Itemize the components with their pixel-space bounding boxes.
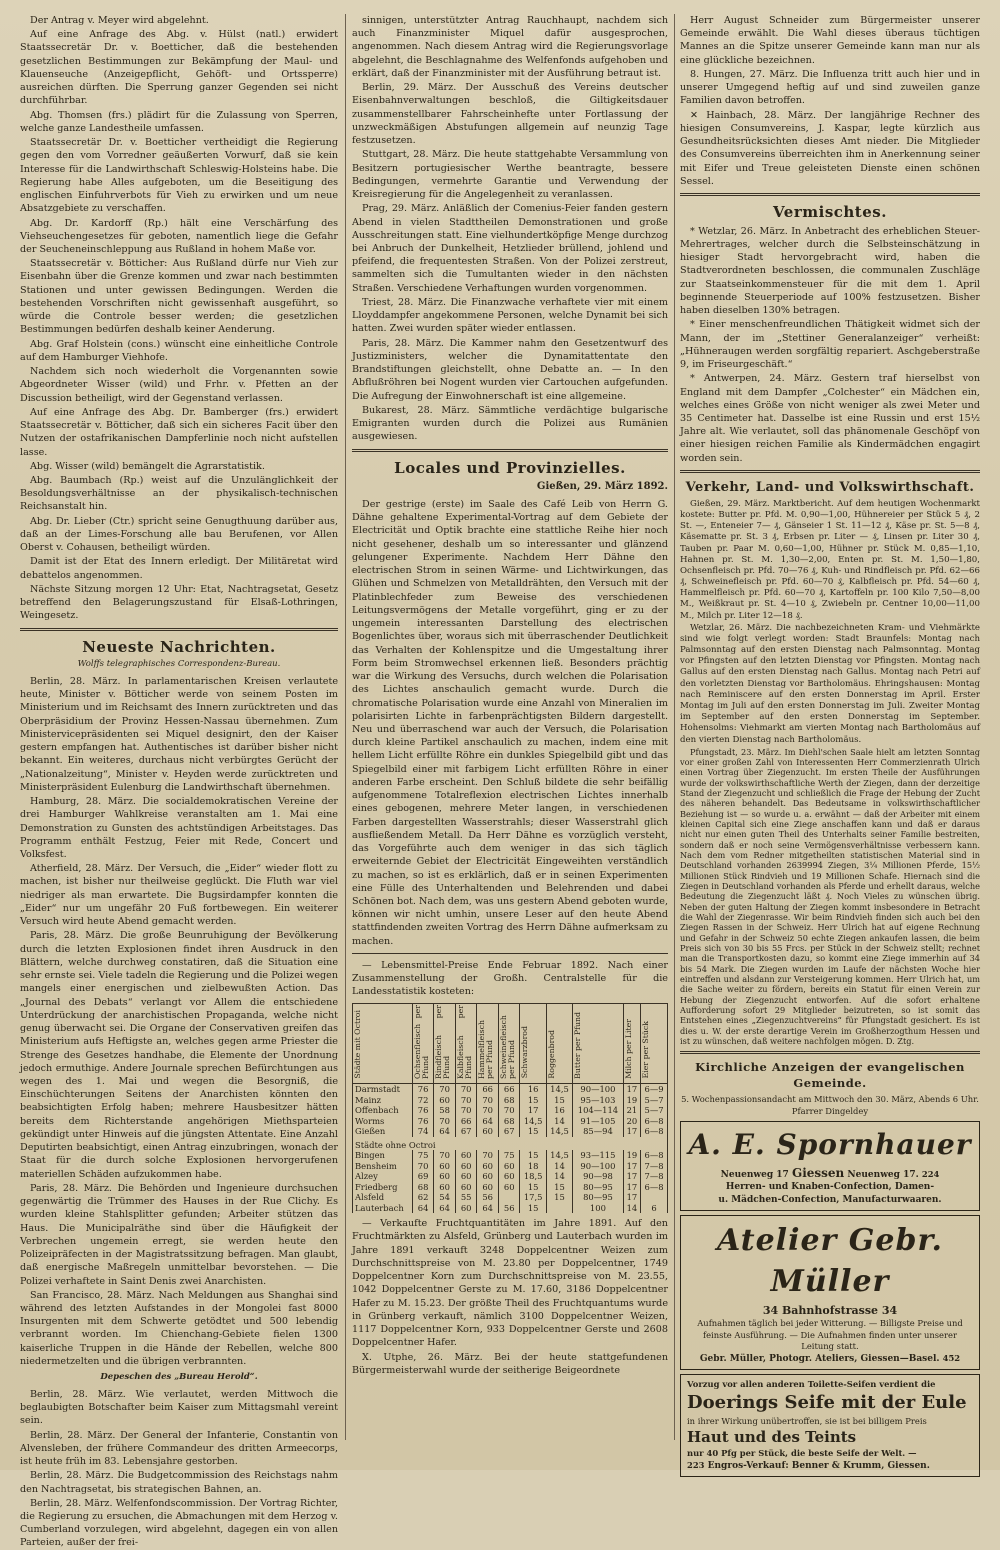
price-cell: 75: [498, 1150, 520, 1161]
price-cell: 64: [477, 1203, 499, 1214]
price-cell: 76: [412, 1084, 434, 1095]
news-item: San Francisco, 28. März. Nach Meldungen aus Shanghai sind während des letzten Aufstandes in der Mongolei fast 8000 Insurgenten mit dem Schwerte getödtet und 500 lebendig verbrannt worden. Im Chienchang-Gebiete fielen 1300 kaiserliche Truppen in die Hände der Rebellen, welche 800 niedermetzelten und die übrigen verbrannten.: [20, 1289, 338, 1367]
price-cell: 15: [520, 1095, 546, 1106]
church-notice: 5. Wochenpassionsandacht am Mittwoch den 30. März, Abends 6 Uhr. Pfarrer Dingeldey: [681, 1093, 979, 1116]
header-cell: Schweinefleisch per Pfund: [498, 1003, 520, 1084]
header-cell: Milch per Liter: [623, 1003, 640, 1084]
header-cell: Rindfleisch per Pfund: [434, 1003, 456, 1084]
price-cell: 17: [623, 1182, 640, 1193]
price-cell: 70: [455, 1095, 477, 1106]
price-cell: 60: [455, 1182, 477, 1193]
price-cell: 90—100: [573, 1084, 624, 1095]
city-cell: Friedberg: [353, 1182, 413, 1193]
price-cell: 15: [520, 1126, 546, 1137]
paragraph: Auf eine Anfrage des Abg. v. Hülst (natl.) erwidert Staatssecretär Dr. v. Boetticher, daß die bestehenden gesetzlichen Bestimmungen zur Bekämpfung der Maul- und Klauenseuche (Anzeigepflicht, Gehöft- und Ortssperre) ausreichen dürften. Die Sperrung ganzer Gegenden sei nicht durchführbar.: [20, 29, 338, 107]
ad-soap-brand: Doerings Seife mit der Eule: [687, 1391, 967, 1413]
news-item: Berlin, 28. März. Welfenfondscommission. Der Vortrag Richter, die Regierung zu ersuchen, die Abmachungen mit dem Herzog v. Cumberland vorzulegen, wird abgelehnt, dagegen ein von allen Parteien, außer der frei-: [20, 1497, 338, 1549]
ad-soap-line: nur 40 Pfg per Stück, die beste Seife der Welt. —: [687, 1447, 917, 1458]
price-cell: 60: [498, 1182, 520, 1193]
section-title-misc: Vermischtes.: [773, 203, 887, 222]
section-divider: [352, 953, 668, 954]
price-cell: 60: [434, 1171, 456, 1182]
table-row: [353, 1126, 668, 1137]
ad-mueller-name: Atelier Gebr. Müller: [716, 1223, 943, 1300]
paragraph: Staatssecretär v. Bötticher: Aus Rußland dürfe nur Vieh zur Eisenbahn über die Grenze kommen und zwar nach bestimmten Stationen und unter gewissen Bedingungen. Werden die bestehenden Vorschriften nicht gewissenhaft ausgeführt, so würde die Controle besser werden; die gesetzlichen Bestimmungen bedürfen deshalb keiner Aenderung.: [20, 258, 338, 336]
ad-soap-slogan: Haut und des Teints: [687, 1428, 857, 1447]
dateline: Gießen, 29. März 1892.: [536, 481, 668, 493]
city-cell: Alzey: [353, 1171, 413, 1182]
price-cell: 6: [641, 1203, 668, 1214]
news-item: Berlin, 28. März. Die Budgetcommission des Reichstags nahm den Nachtragsetat, bis strategischen Bahnen, an.: [20, 1470, 338, 1495]
price-cell: 75: [412, 1150, 434, 1161]
price-cell: 56: [498, 1203, 520, 1214]
price-cell: 60: [455, 1171, 477, 1182]
price-cell: 72: [412, 1095, 434, 1106]
city-cell: Bensheim: [353, 1161, 413, 1172]
paragraph: Auf eine Anfrage des Abg. Dr. Bamberger (frs.) erwidert Staatssecretär v. Bötticher, daß sich ein sicheres Facit über den Nutzen der ostafrikanischen Dampferlinie noch nicht aufstellen lasse.: [20, 406, 338, 458]
ad-soap-line: in ihrer Wirkung unübertroffen, sie ist bei billigem Preis: [687, 1415, 927, 1426]
price-cell: 68: [498, 1095, 520, 1106]
ad-mueller-line: Leitung statt.: [801, 1341, 859, 1352]
ad-doerings-soap: [680, 1374, 980, 1477]
news-item: Triest, 28. März. Die Finanzwache verhaftete vier mit einem Lloyddampfer angekommene Personen, welche Dynamit bei sich hatten. Zwei wurden später wieder entlassen.: [352, 296, 668, 335]
price-cell: 60: [455, 1161, 477, 1172]
news-item: 8. Hungen, 27. März. Die Influenza tritt auch hier und in unserer Umgegend heftig auf und sind zuweilen ganze Familien davon betroffen.: [680, 68, 980, 107]
ad-mueller-line: feinste Ausführung. — Die Aufnahmen finden unter unserer: [703, 1329, 957, 1340]
price-cell: 6—9: [641, 1084, 668, 1095]
paragraph: Abg. Wisser (wild) bemängelt die Agrarstatistik.: [30, 460, 265, 472]
price-table: [352, 1003, 668, 1214]
table-row: [353, 1171, 668, 1182]
news-item: Stuttgart, 28. März. Die heute stattgehabte Versammlung von Besitzern portugiesischer Werthe beantragte, bessere Bedingungen, vermehrte Garantie und Verwendung der Kreisregierung für die Angelegenheit zu veranlassen.: [352, 149, 668, 201]
ad-soap-footer: 223 Engros-Verkauf: Benner & Krumm, Giessen.: [687, 1459, 930, 1471]
price-cell: 76: [412, 1105, 434, 1116]
table-row: [353, 1095, 668, 1106]
table-row: [353, 1203, 668, 1214]
price-cell: 19: [623, 1150, 640, 1161]
price-cell: 60: [477, 1171, 499, 1182]
table-row: [353, 1084, 668, 1095]
price-cell: 60: [434, 1095, 456, 1106]
price-cell: 6—8: [641, 1150, 668, 1161]
column-left: [20, 14, 338, 1549]
price-cell: 67: [498, 1126, 520, 1137]
price-cell: 6—8: [641, 1126, 668, 1137]
price-cell: 15: [520, 1182, 546, 1193]
header-cell: Eier per Stück: [641, 1003, 668, 1084]
paragraph: Nächste Sitzung morgen 12 Uhr: Etat, Nachtragsetat, Gesetz betreffend den Belagerungszustand für Elsaß-Lothringen, Weingesetz.: [20, 583, 338, 622]
ad-spornhauer-line: u. Mädchen-Confection, Manufacturwaaren.: [718, 1194, 942, 1205]
price-cell: 56: [477, 1192, 499, 1203]
price-cell: 70: [434, 1116, 456, 1127]
price-cell: 15: [546, 1095, 572, 1106]
news-item: Wetzlar, 26. März. Die nachbezeichneten Kram- und Viehmärkte sind wie folgt verlegt worden: Stadt Braunfels: Montag nach Palmsonntag auf den ersten Dienstag nach Palmsonntag. Montag vor Pfingsten auf den letzten Dienstag vor Pfingsten. Montag nach Gallus auf den ersten Dienstag nach Gallus. Montag nach Petri auf den vorletzten Dienstag vor Bartholomäus. Ehringshausen: Montag nach Reminiscere auf den ersten Donnerstag im April. Erster Montag im Juli auf den ersten Donnerstag im Juli. Zweiter Montag im September auf den ersten Donnerstag im September. Hohensolms: Viehmarkt am vierten Montag nach Bartholomäus auf den vierten Dienstag nach Bartholomäus.: [680, 622, 980, 745]
news-item: Paris, 28. März. Die Behörden und Ingenieure durchsuchen gegenwärtig die Trümmer des Hauses in der Rue Clichy. Es wurden kleine Stahlsplitter gefunden; Arbeiter stützen das Haus. Die Municipalräthe sind über die Häufigkeit der Verbrechen ungemein erregt, sie werden heute den Polizeipräfecten in der Magistratssitzung befragen. Man glaubt, daß energische Maßregeln unmittelbar bevorstehen. — Die Polizei verhaftete in Saint Denis zwei Anarchisten.: [20, 1182, 338, 1287]
price-cell: 70: [477, 1095, 499, 1106]
price-cell: 70: [455, 1105, 477, 1116]
ad-spornhauer: [680, 1121, 980, 1211]
column-right: [680, 14, 980, 1471]
price-cell: 90—100: [573, 1161, 624, 1172]
price-cell: 70: [477, 1105, 499, 1116]
header-cell: Ochsenfleisch per Pfund: [412, 1003, 434, 1084]
header-cell: Schwarzbrod: [520, 1003, 546, 1084]
section-title-local: Locales und Provinzielles.: [394, 458, 626, 477]
price-cell: 70: [455, 1084, 477, 1095]
news-item: Paris, 28. März. Die große Beunruhigung der Bevölkerung durch die letzten Explosionen findet ihren Ausdruck in den Blättern, welche durchweg constatiren, daß die Situation eine sehr ernste sei. Viele tadeln die Regierung und die Polizei wegen mangels einer energischen und zielbewußten Action. Das „Journal des Debats“ verlangt vor Allem die entschiedene Unterdrückung der anarchistischen Propaganda, welche nicht genug überwacht sei. Die Organe der Conservativen greifen das Ministerium aufs Heftigste an, welches gegen arme Priester die Strenge des Gesetzes handhabe, die Elemente der Unordnung jedoch ermuthige. Andere Journale sprechen Befürchtungen aus wegen des 1. Mai und wegen die Besorgniß, die Einschüchterungen Seitens der Anarchisten könnten den beabsichtigten Erfolg haben; mehrere Hausbesitzer hätten bereits dem Richterstande angehörigen Miethsparteien gekündigt unter Hinweis auf die jüngsten Attentate. Eine Anzahl Deputirten beabsichtigt, einen Antrag einzubringen, wonach der Staat für die durch solche Explosionen hervorgerufenen materiellen Schäden aufzukommen habe.: [20, 930, 338, 1180]
column-middle: [352, 14, 668, 1440]
news-item: Prag, 29. März. Anläßlich der Comenius-Feier fanden gestern Abend in vielen Stadttheilen Demonstrationen und große Ausschreitungen statt. Eine vielhundertköpfige Menge durchzog bei Anbruch der Dunkelheit, Hetzlieder brüllend, johlend und pfeifend, die frequentesten Straßen. Von der Polizei zerstreut, sammelten sich die Tumultanten wieder in den nächsten Straßen. Verschiedene Verhaftungen wurden vorgenommen.: [352, 203, 668, 294]
price-table-group: [353, 1137, 668, 1151]
table-row: [353, 1192, 668, 1203]
news-item: Berlin, 29. März. Der Ausschuß des Vereins deutscher Eisenbahnverwaltungen beschloß, die Giltigkeitsdauer zusammenstellbarer Fahrscheinhefte unter Fortlassung der unzweckmäßigen Abstufungen allgemein auf neunzig Tage festzusetzen.: [352, 82, 668, 147]
price-cell: 91—105: [573, 1116, 624, 1127]
price-cell: 69: [412, 1171, 434, 1182]
price-cell: 14,5: [546, 1150, 572, 1161]
table-row: [353, 1150, 668, 1161]
price-cell: 68: [412, 1182, 434, 1193]
city-cell: Worms: [353, 1116, 413, 1127]
news-item: * Antwerpen, 24. März. Gestern traf hierselbst von England mit dem Dampfer „Colchester“ ein Mädchen ein, welches eines Größe von nicht weniger als zwei Meter und 35 Centimeter hat. Dasselbe ist eine Russin und erst 15½ Jahre alt. Wie verlautet, soll das phänomenale Geschöpf von einer hiesigen reichen Familie als Kindermädchen engagirt worden sein.: [680, 373, 980, 464]
price-cell: 64: [434, 1203, 456, 1214]
header-cell: Roggenbrod: [546, 1003, 572, 1084]
price-cell: 80—95: [573, 1182, 624, 1193]
church-title: Kirchliche Anzeigen der evangelischen Gemeinde.: [695, 1060, 965, 1091]
ad-mueller-sign: Gebr. Müller, Photogr. Ateliers, Giessen—Basel. 452: [699, 1352, 961, 1364]
price-cell: 21: [623, 1105, 640, 1116]
price-cell: 66: [498, 1084, 520, 1095]
section-divider: [352, 449, 668, 452]
city-cell: Lauterbach: [353, 1203, 413, 1214]
news-item: Berlin, 28. März. In parlamentarischen Kreisen verlautete heute, Minister v. Bötticher werde von seinem Posten im Ministerium und im Reichsamt des Innern zurücktreten und das Oberpräsidium der Provinz Hessen-Nassau übernehmen. Zum Ministervicepräsidenten sei Miquel designirt, den der Kaiser gestern empfangen hat. Authentisches ist darüber bisher nicht bekannt. Ein weiteres, durchaus nicht verbürgtes Gerücht der „Nationalzeitung“, Minister v. Heyden werde zurücktreten und Ministerpräsident Eulenburg die Landwirthschaft übernehmen.: [20, 675, 338, 793]
price-cell: 18,5: [520, 1171, 546, 1182]
price-cell: 5—7: [641, 1105, 668, 1116]
ad-mueller: [680, 1215, 980, 1370]
price-cell: 85—94: [573, 1126, 624, 1137]
price-cell: 54: [434, 1192, 456, 1203]
news-item: * Wetzlar, 26. März. In Anbetracht des erheblichen Steuer-Mehrertrages, welcher durch die Selbsteinschätzung in hiesiger Stadt hervorgebracht wird, haben die Stadtverordneten beschlossen, die communalen Zuschläge zur Staatseinkommensteuer für die mit dem 1. April beginnende Steuerperiode auf 100% festzusetzen. Bisher haben dieselben 130% betragen.: [680, 225, 980, 317]
price-cell: 15: [520, 1203, 546, 1214]
news-item: Berlin, 28. März. Wie verlautet, werden Mittwoch die beglaubigten Botschafter beim Kaiser zum Mittagsmahl vereint sein.: [20, 1388, 338, 1427]
price-cell: 70: [434, 1084, 456, 1095]
column-rule: [345, 14, 346, 1440]
price-cell: 64: [412, 1203, 434, 1214]
city-cell: Darmstadt: [353, 1084, 413, 1095]
price-cell: 62: [412, 1192, 434, 1203]
price-cell: [641, 1192, 668, 1203]
table-row: [353, 1105, 668, 1116]
ad-mueller-line: Aufnahmen täglich bei jeder Witterung. — Billigste Preise und: [697, 1318, 963, 1329]
price-cell: 60: [434, 1161, 456, 1172]
news-item: Berlin, 28. März. Der General der Infanterie, Constantin von Alvensleben, der frühere Commandeur des dritten Armeecorps, ist heute früh im 83. Lebensjahre gestorben.: [20, 1429, 338, 1468]
section-divider: [20, 628, 338, 631]
price-cell: 60: [498, 1161, 520, 1172]
price-cell: 58: [434, 1105, 456, 1116]
price-cell: 70: [498, 1105, 520, 1116]
section-subtitle: Wolffs telegraphisches Correspondenz-Bureau.: [77, 659, 281, 670]
price-cell: 14: [546, 1116, 572, 1127]
price-cell: 14: [546, 1171, 572, 1182]
ad-spornhauer-line: Herren- und Knaben-Confection, Damen-: [725, 1182, 935, 1193]
ad-mueller-address: 34 Bahnhofstrasse 34: [762, 1303, 898, 1317]
reichstag-report: [20, 14, 338, 623]
news-item: sinnigen, unterstützter Antrag Rauchhaupt, nachdem sich auch Finanzminister Miquel dafür ausgesprochen, angenommen. Nach diesem Antrag wird die Regierungsvorlage abgelehnt, die Beschlagnahme des Welfenfonds aufgehoben und erklärt, daß der Finanzminister mit der Ausführung betraut ist.: [352, 15, 668, 79]
city-cell: Bingen: [353, 1150, 413, 1161]
ad-spornhauer-address: Neuenweg 17 Giessen Neuenweg 17. 224: [720, 1165, 940, 1180]
price-cell: 60: [498, 1171, 520, 1182]
price-cell: 74: [412, 1126, 434, 1137]
price-cell: 100: [573, 1203, 624, 1214]
prices-intro: — Lebensmittel-Preise Ende Februar 1892. Nach einer Zusammenstellung der Großh. Centralstelle für die Landesstatistik kosteten:: [352, 959, 668, 998]
news-item: — Verkaufte Fruchtquantitäten im Jahre 1891. Auf den Fruchtmärkten zu Alsfeld, Grünberg und Lauterbach wurden im Jahre 1891 verkauft 3248 Doppelcentner Weizen zum Durchschnittspreise von M. 23.80 per Doppelcentner, 1749 Doppelcentner Korn zum Durchschnittspreise von M. 23.55, 1042 Doppelcentner Gerste zu M. 17.60, 3186 Doppelcentner Hafer zu M. 15.23. Der größte Theil des Fruchtquantums wurde in Grünberg verkauft, nämlich 3100 Doppelcentner Weizen, 1117 Doppelcentner Korn, 933 Doppelcentner Gerste und 2608 Doppelcentner Hafer.: [352, 1218, 668, 1349]
price-cell: 15: [546, 1182, 572, 1193]
table-row: [353, 1116, 668, 1127]
price-cell: 17: [623, 1126, 640, 1137]
price-cell: 14,5: [546, 1084, 572, 1095]
price-cell: 70: [412, 1161, 434, 1172]
article-paragraph: Der gestrige (erste) im Saale des Café Leib von Herrn G. Dähne gehaltene Experimental-Vortrag auf dem Gebiete der Electricität und Optik brachte eine stattliche Reihe hier noch nicht gesehener, deshalb um so interessanter und glänzend gelungener Experimente. Nachdem Herr Dähne den electrischen Strom in seinen Wärme- und Lichtwirkungen, das Glühen und Schmelzen von Metalldrähten, den Versuch mit der Platinblechfeder zum Beweise des verschiedenen Leitungsvermögens der Metalle vorgeführt, ging er zu der ungemein interessanten Darstellung des electrischen Bogenlichtes über, woraus sich mit überraschender Deutlichkeit das Verhalten der Kohlenspitze und die Umgestaltung ihrer Form beim Stromwechsel erkennen ließ. Besonders prächtig war die Wirkung des Versuchs, durch welchen die Polarisation des Lichtes anschaulich gemacht wurde. Durch die chromatische Polarisation wurde eine Anzahl von Mineralien im polarisirten Lichte in farbenprächtigsten Bildern dargestellt. Neu und überraschend war auch der Versuch, die Polarisation durch kleine Partikel anschaulich zu machen, indem eine mit hellem Licht erfüllte Röhre ein dunkles Spiegelbild gibt und das Spiegelbild einer mit farbigem Licht erfüllten Röhre in einer anderen Farbe erscheint. Den Schluß bildete die sehr beifällig aufgenommene Totalreflexion electrischen Lichtes innerhalb eines gebogenen, mehrere Meter langen, in verschiedenen Farben dargestellten Wasserstrahls; dieser Wasserstrahl glich ausfließendem Metall. Da Herr Dähne es vorzüglich versteht, das Vorgeführte auch dem weniger in das sich täglich erweiternde Gebiet der Electricität Eingeweihten verständlich zu machen, so ist es erklärlich, daß er in seinen Experimenten eine Fülle des Unterhaltenden und Belehrenden und dabei Schönen bot. Nach dem, was uns gestern Abend geboten wurde, können wir nicht umhin, unsere Leser auf den heute Abend stattfindenden zweiten Vortrag des Herrn Dähne aufmerksam zu machen.: [352, 498, 668, 947]
price-cell: 95—103: [573, 1095, 624, 1106]
price-cell: 76: [412, 1116, 434, 1127]
group-label: Städte ohne Octroi: [353, 1137, 668, 1151]
news-item: * Einer menschenfreundlichen Thätigkeit widmet sich der Mann, der im „Stettiner Generalanzeiger“ verheißt: „Hühneraugen werden sorgfältig repariert. Aschgeberstraße 9, im Friseurgeschäft.“: [680, 319, 980, 371]
header-cell: Butter per Pfund: [573, 1003, 624, 1084]
price-cell: [546, 1203, 572, 1214]
price-cell: 66: [455, 1116, 477, 1127]
price-cell: 5—7: [641, 1095, 668, 1106]
price-cell: 104—114: [573, 1105, 624, 1116]
price-cell: 60: [477, 1182, 499, 1193]
price-cell: 17: [623, 1171, 640, 1182]
price-cell: 68: [498, 1116, 520, 1127]
price-cell: 64: [477, 1116, 499, 1127]
paragraph: Staatssecretär Dr. v. Boetticher vertheidigt die Regierung gegen den vom Vorredner geäußerten Vorwurf, daß sie kein Interesse für die Landwirthschaft Schleswig-Holsteins habe. Die Regierung habe Alles aufgeboten, um die Beseitigung des englischen Einfuhrverbots für Vieh zu erwirken und um neue Absatzgebiete zu verschaffen.: [20, 137, 338, 215]
price-cell: 90—98: [573, 1171, 624, 1182]
paragraph: Abg. Graf Holstein (cons.) wünscht eine einheitliche Controle auf dem Hamburger Viehhofe.: [20, 338, 338, 363]
paragraph: Abg. Dr. Kardorff (Rp.) hält eine Verschärfung des Viehseuchengesetzes für geboten, namentlich liege die Gefahr der Seucheneinschleppung aus Rußland in hohem Maße vor.: [20, 217, 338, 255]
paragraph: Abg. Thomsen (frs.) plädirt für die Zulassung von Sperren, welche ganze Landestheile umfassen.: [20, 109, 338, 134]
table-row: [353, 1161, 668, 1172]
paragraph: Nachdem sich noch wiederholt die Vorgenannten sowie Abgeordneter Wisser (wild) und Frhr. v. Pfetten an der Discussion betheiligt, wird der Gegenstand verlassen.: [20, 366, 338, 404]
price-cell: 14: [623, 1203, 640, 1214]
price-cell: 70: [477, 1150, 499, 1161]
price-cell: 55: [455, 1192, 477, 1203]
price-cell: 60: [477, 1161, 499, 1172]
header-cell: Hammelfleisch per Pfund: [477, 1003, 499, 1084]
price-cell: 15: [546, 1192, 572, 1203]
city-cell: Gießen: [353, 1126, 413, 1137]
price-cell: 20: [623, 1116, 640, 1127]
news-item: Herr August Schneider zum Bürgermeister unserer Gemeinde erwählt. Die Wahl dieses überaus tüchtigen Mannes an die Spitze unserer Gemeinde kann man nur als eine glückliche bezeichnen.: [680, 15, 980, 66]
paragraph: Damit ist der Etat des Innern erledigt. Der Militäretat wird debattelos angenommen.: [20, 556, 338, 581]
section-title-verkehr: Verkehr, Land- und Volkswirthschaft.: [685, 479, 975, 495]
paragraph: Abg. Dr. Lieber (Ctr.) spricht seine Genugthuung darüber aus, daß an der Limes-Forschung alle bau Berufenen, vor Allen Oberst v. Cohausen, betheiligt würden.: [20, 515, 338, 554]
news-item: Hamburg, 28. März. Die socialdemokratischen Vereine der drei Hamburger Wahlkreise veranstalten am 1. Mai eine Demonstration zu Gunsten des achtstündigen Arbeitstages. Das Programm enthält Festzug, Feier mit Rede, Concert und Volksfest.: [20, 796, 338, 860]
section-divider: [680, 1051, 980, 1054]
price-cell: 15: [520, 1150, 546, 1161]
price-cell: 64: [434, 1126, 456, 1137]
herold-title: Depeschen des „Bureau Herold“.: [100, 1372, 258, 1383]
table-row: [353, 1182, 668, 1193]
news-item: Atherfield, 28. März. Der Versuch, die „Eider“ wieder flott zu machen, ist bisher nur theilweise geglückt. Die Fluth war viel niedriger als man erwartete. Die Bugsirdampfer konnten die „Eider“ nur um ungefähr 20 Fuß fortbewegen. Ein weiterer Versuch wird heute Abend gemacht werden.: [20, 863, 338, 928]
price-cell: 16: [520, 1084, 546, 1095]
price-cell: 93—115: [573, 1150, 624, 1161]
price-cell: 6—8: [641, 1182, 668, 1193]
price-cell: 17: [623, 1161, 640, 1172]
price-cell: [498, 1192, 520, 1203]
ad-spornhauer-name: A. E. Spornhauer: [688, 1128, 972, 1162]
price-cell: 14,5: [520, 1116, 546, 1127]
news-item: ✕ Hainbach, 28. März. Der langjährige Rechner des hiesigen Consumvereins, J. Kaspar, legte kürzlich aus Gesundheitsrücksichten dieses Amt nieder. Die Mitglieder des Consumvereins überreichten ihm in Anerkennung seiner mit Eifer und Treue geleisteten Dienste einen schönen Sessel.: [680, 109, 980, 187]
city-cell: Offenbach: [353, 1105, 413, 1116]
price-cell: 17: [623, 1084, 640, 1095]
price-cell: 80—95: [573, 1192, 624, 1203]
price-cell: 14: [546, 1161, 572, 1172]
price-table-header: [353, 1003, 668, 1084]
price-cell: 19: [623, 1095, 640, 1106]
price-cell: 60: [455, 1203, 477, 1214]
price-cell: 6—8: [641, 1116, 668, 1127]
news-item: Pfungstadt, 23. März. Im Diehl'schen Saale hielt am letzten Sonntag vor einer großen Zahl von Interessenten Herr Commerzienrath Ulrich einen Vortrag über Ziegenzucht. Im ersten Theile der Ausführungen wurde der volkswirthschaftliche Werth der Ziegen, dann der derzeitige Stand der Ziegenzucht und schließlich die Frage der Hebung der Zucht des näheren behandelt. Das Bedeutsame in volkswirthschaftlicher Beziehung ist — so wurde u. a. erwähnt — daß der Arbeiter mit einem kleinen Capital sich eine Ziege anschaffen kann und daß er daraus nicht nur einen guten Theil des Unterhalts seiner Familie bestreiten, sondern daß er noch seine Vermögensverhältnisse verbessern kann. Nach dem vom Redner mitgetheilten statistischen Material sind in Deutschland vorhanden 2639994 Ziegen, 3¼ Millionen Pferde, 15½ Millionen Stück Rindvieh und 19 Millionen Schafe. Hiernach sind die Ziegen in Deutschland vorhanden als Pferde und erhellt daraus, welche Bedeutung die Ziegenzucht läßt ₰. Noch Vieles zu wünschen übrig. Neben der guten Haltung der Ziegen kommt insbesondere in Betracht die Wahl der Ziegenrasse. Wir beim Rindvieh finden sich auch bei den Ziegen Rassen in der Schweiz. Herr Ulrich hat auf eigene Rechnung und Gefahr in der Schweiz 50 echte Ziegen ankaufen lassen, die beim Preis sich von 30 bis 55 Frcs. per Stück in der Schweiz stellt; rechnet man die Transportkosten dazu, so kommt eine Ziege immerhin auf 34 bis 54 Mark. Die Ziegen wurden im Laufe der nächsten Woche hier eintreffen und alsdann zur Versteigerung kommen. Herr Ulrich hat, um die Sache weiter zu fördern, bereits ein Statut für einen Verein zur Hebung der Ziegenzucht entworfen. Auf die sofort erhaltene Aufforderung sofort 29 Mitglieder beizutreten, so ist somit das Entstehen eines „Ziegenzuchtvereins“ für Pfungstadt gesichert. Es ist dies u. W. der erste derartige Verein im Großherzogthum Hessen und ist zu wünschen, daß weitere nachfolgen mögen. D. Ztg.: [680, 746, 980, 1046]
price-cell: 7—8: [641, 1161, 668, 1172]
column-rule: [674, 14, 675, 1440]
price-cell: 60: [477, 1126, 499, 1137]
section-divider: [680, 470, 980, 473]
price-cell: 17: [520, 1105, 546, 1116]
price-cell: 60: [455, 1150, 477, 1161]
header-cell: Kalbfleisch per Pfund: [455, 1003, 477, 1084]
price-cell: 16: [546, 1105, 572, 1116]
city-cell: Mainz: [353, 1095, 413, 1106]
header-cell: Städte mit Octroi: [353, 1003, 413, 1084]
city-cell: Alsfeld: [353, 1192, 413, 1203]
section-title-news: Neueste Nachrichten.: [82, 637, 276, 656]
news-item: Paris, 28. März. Die Kammer nahm den Gesetzentwurf des Justizministers, welcher die Dynamitattentate den Brandstiftungen gleichstellt, ohne Debatte an. — In den Abflußröhren bei Nogent wurden vier Cartouchen aufgefunden. Die Aufregung der Einwohnerschaft ist eine allgemeine.: [352, 337, 668, 402]
price-cell: 60: [434, 1182, 456, 1193]
price-cell: 14,5: [546, 1126, 572, 1137]
price-cell: 18: [520, 1161, 546, 1172]
news-item: Bukarest, 28. März. Sämmtliche verdächtige bulgarische Emigranten wurden durch die Polizei aus Rumänien ausgewiesen.: [352, 404, 668, 443]
price-cell: 66: [477, 1084, 499, 1095]
price-cell: 17,5: [520, 1192, 546, 1203]
paragraph: Abg. Baumbach (Rp.) weist auf die Unzulänglichkeit der Besoldungsverhältnisse an der physikalisch-technischen Reichsanstalt hin.: [20, 474, 338, 513]
news-item: X. Utphe, 26. März. Bei der heute stattgefundenen Bürgermeisterwahl wurde der seitherige Beigeordnete: [352, 1351, 668, 1376]
price-cell: 67: [455, 1126, 477, 1137]
news-item: Gießen, 29. März. Marktbericht. Auf dem heutigen Wochenmarkt kostete: Butter pr. Pfd. M. 0,90—1,00, Hühnereier per Stück 5 ₰, 2 St. —, Enteneier 7— ₰, Gänseier 1 St. 11—12 ₰, Käse pr. St. 5—8 ₰, Käsematte pr. St. 3 ₰, Erbsen pr. Liter — ₰, Linsen pr. Liter 30 ₰, Tauben pr. Paar M. 0,60—1,00, Hühner pr. Stück M. 0,85—1,10, Hahnen pr. St. M. 1,30—2,00, Enten pr. St. M. 1,50—1,80, Ochsenfleisch pr. Pfd. 70—76 ₰, Kuh- und Rindfleisch pr. Pfd. 62—66 ₰, Schweinefleisch pr. Pfd. 60—70 ₰, Kalbfleisch pr. Pfd. 54—60 ₰, Hammelfleisch pr. Pfd. 60—70 ₰, Kartoffeln pr. 100 Kilo 7,50—8,00 M., Weißkraut pr. St. 4—10 ₰, Zwiebeln pr. Centner 10,00—11,00 M., Milch pr. Liter 12—18 ₰.: [680, 498, 980, 621]
ad-soap-pre: Vorzug vor allen anderen Toilette-Seifen verdient die: [687, 1379, 936, 1390]
price-cell: 7—8: [641, 1171, 668, 1182]
price-cell: 70: [434, 1150, 456, 1161]
paragraph: Der Antrag v. Meyer wird abgelehnt.: [30, 15, 209, 26]
section-divider: [680, 193, 980, 196]
price-cell: 17: [623, 1192, 640, 1203]
